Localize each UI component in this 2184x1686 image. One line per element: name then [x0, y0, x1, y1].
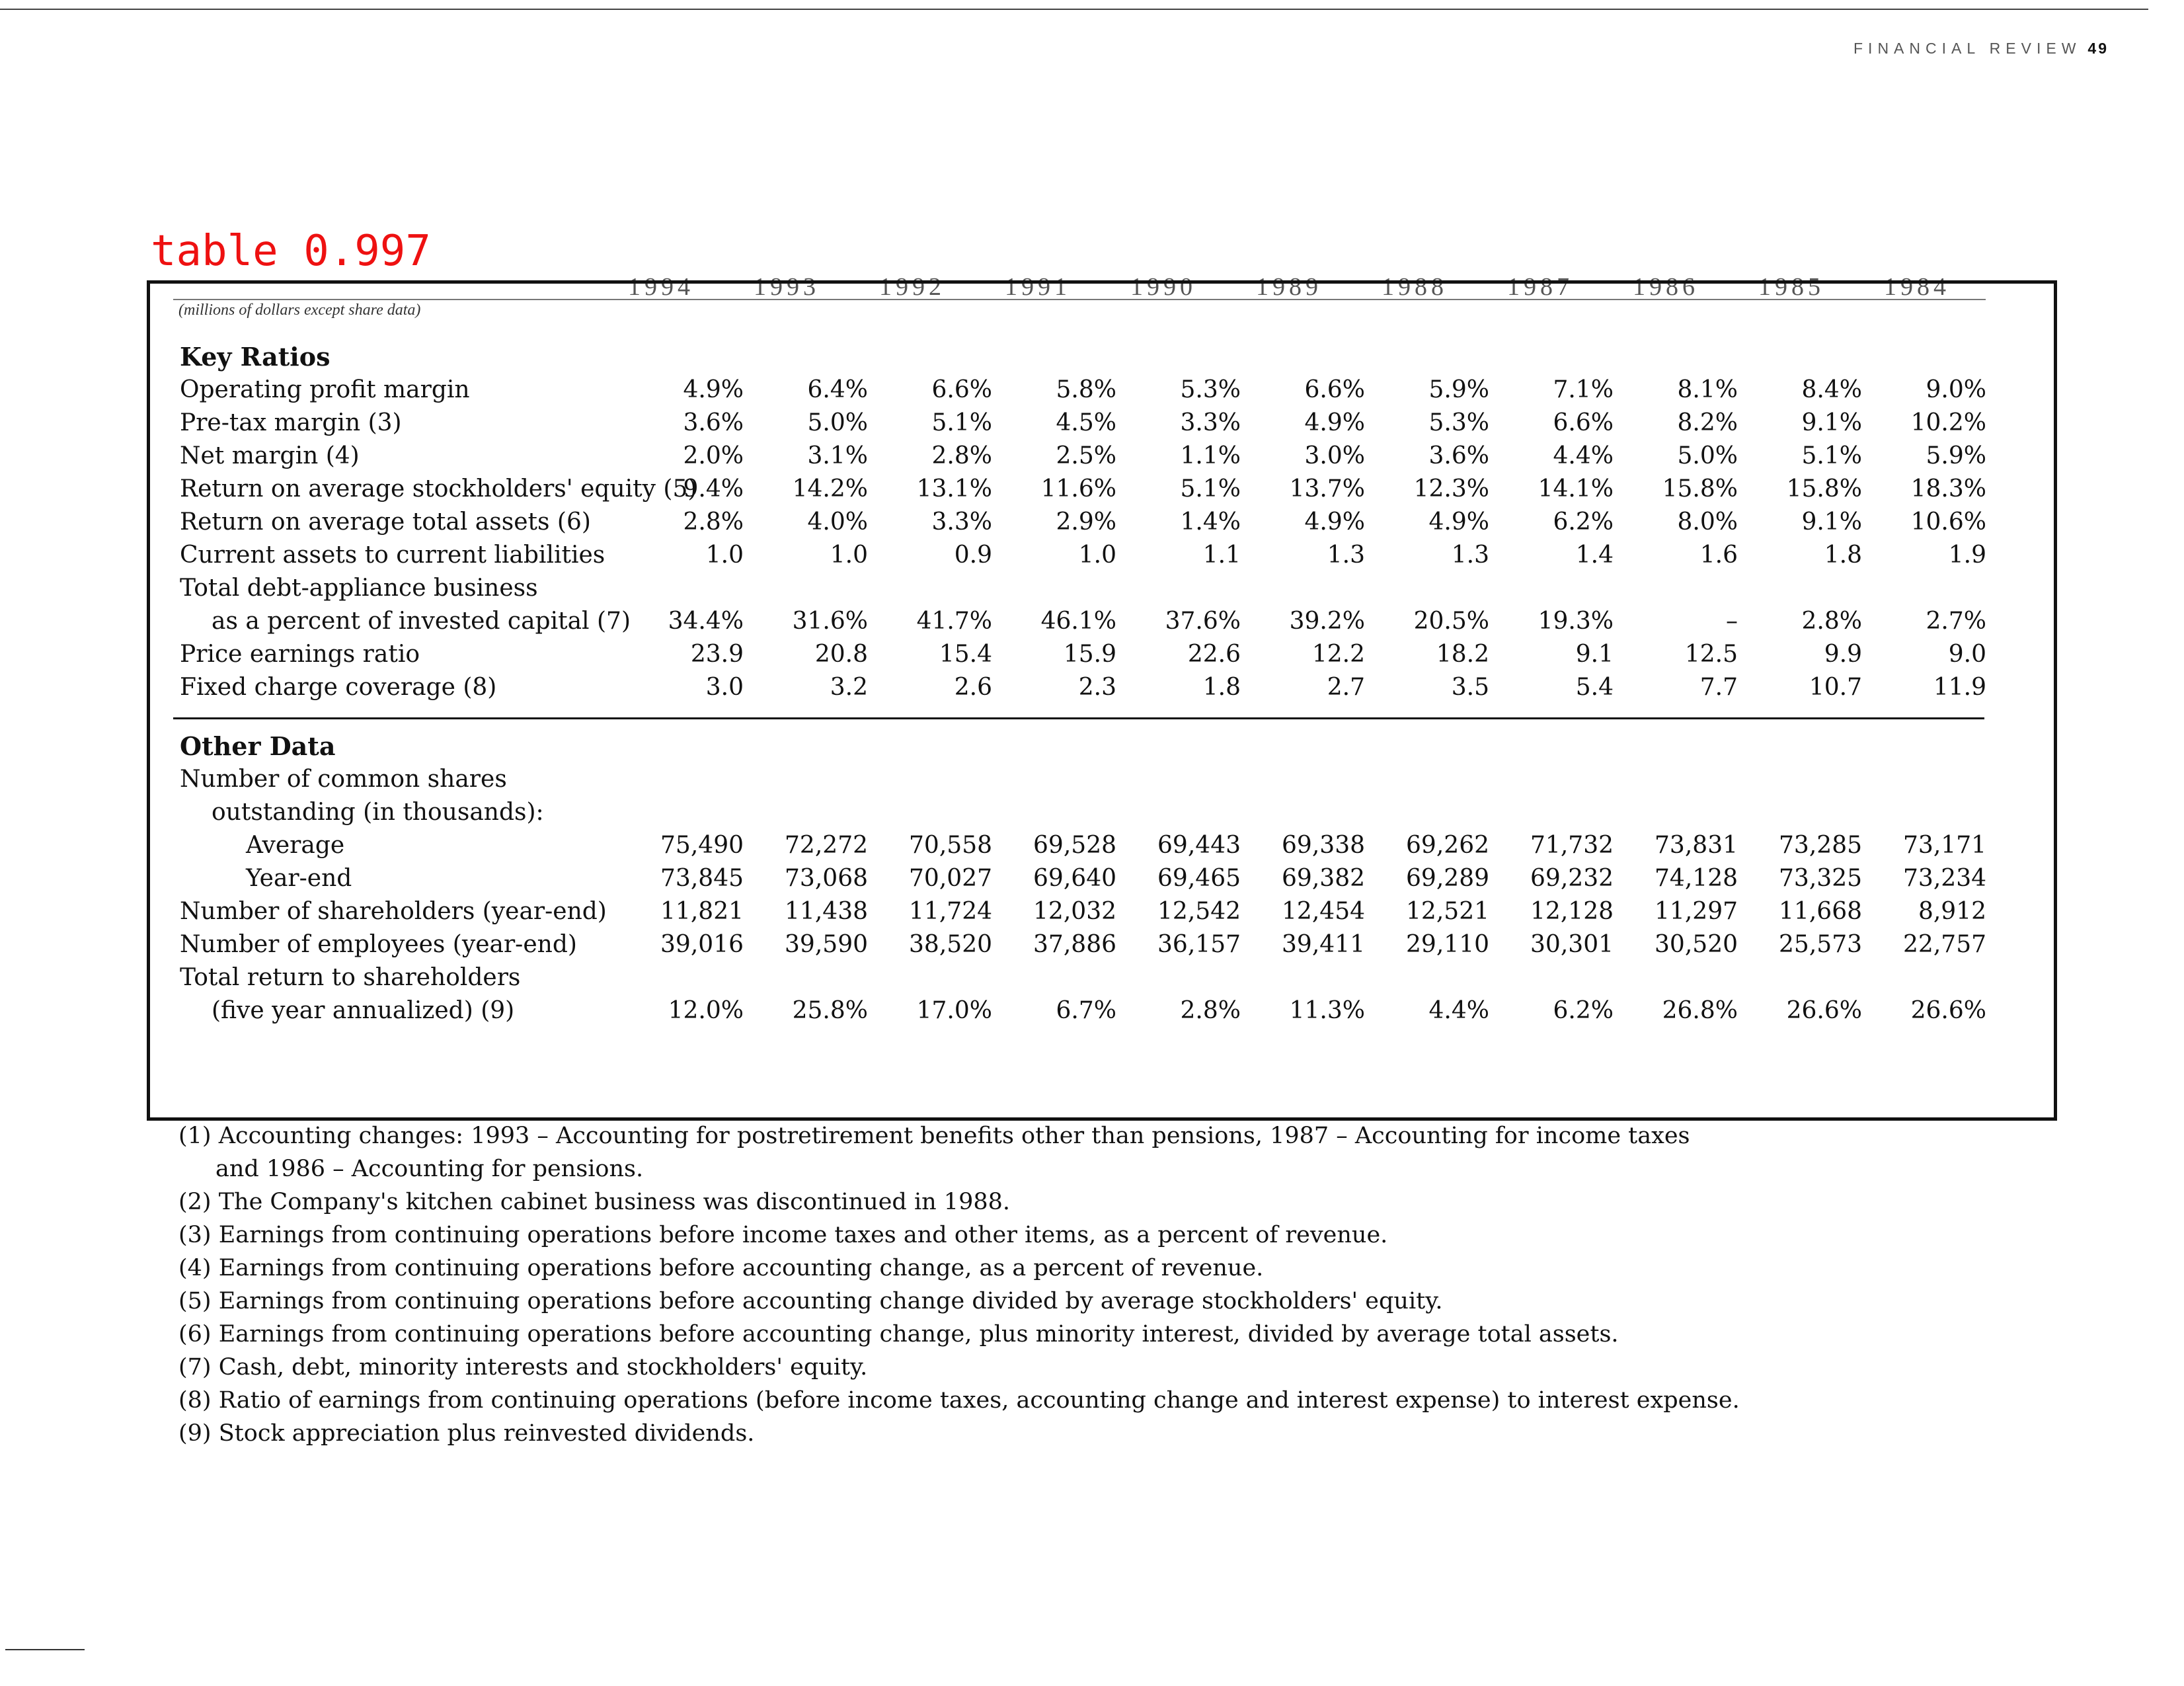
table-cell: 2.8% — [1801, 608, 1862, 635]
table-cell: 1.6 — [1699, 542, 1738, 569]
table-row — [0, 539, 2184, 572]
top-rule — [0, 9, 2148, 10]
table-cell: 41.7% — [916, 608, 992, 635]
table-cell: 1.8 — [1824, 542, 1862, 569]
year-label: 1993 — [754, 273, 820, 301]
table-cell: 69,289 — [1406, 865, 1489, 892]
table-cell: 73,171 — [1903, 832, 1986, 859]
table-row — [0, 473, 2184, 506]
table-cell: 17.0% — [916, 997, 992, 1024]
table-row — [0, 763, 2184, 796]
row-label: Year-end — [246, 865, 352, 892]
table-row — [0, 572, 2184, 605]
table-cell: 73,234 — [1903, 865, 1986, 892]
year-label: 1987 — [1507, 273, 1573, 301]
detection-label — [151, 227, 431, 276]
table-cell: 2.9% — [1056, 508, 1116, 536]
table-cell: 8.2% — [1677, 409, 1738, 436]
row-label: Return on average total assets (6) — [180, 508, 591, 536]
table-cell: – — [1726, 608, 1738, 635]
table-cell: 2.8% — [683, 508, 744, 536]
table-cell: 13.7% — [1289, 475, 1365, 502]
table-cell: 2.8% — [1180, 997, 1241, 1024]
table-cell: 1.0 — [705, 542, 744, 569]
table-cell: 71,732 — [1530, 832, 1614, 859]
table-cell: 23.9 — [690, 641, 744, 668]
table-row — [0, 961, 2184, 994]
table-cell: 25,573 — [1779, 931, 1862, 958]
table-cell: 6.2% — [1553, 997, 1614, 1024]
table-cell: 3.3% — [1180, 409, 1241, 436]
table-cell: 2.7 — [1327, 674, 1365, 701]
table-cell: 9.1% — [1801, 409, 1862, 436]
row-label: Number of common shares — [180, 766, 507, 793]
page-number: 49 — [2087, 40, 2109, 57]
table-cell: 3.0 — [705, 674, 744, 701]
table-cell: 11.9 — [1933, 674, 1986, 701]
table-cell: 6.6% — [1304, 376, 1365, 403]
table-cell: 1.9 — [1948, 542, 1986, 569]
table-cell: 18.2 — [1436, 641, 1489, 668]
table-cell: 34.4% — [668, 608, 744, 635]
table-cell: 0.9 — [954, 542, 992, 569]
table-cell: 72,272 — [785, 832, 868, 859]
section-heading: Other Data — [180, 731, 336, 761]
table-cell: 4.0% — [807, 508, 868, 536]
table-cell: 1.3 — [1327, 542, 1365, 569]
footnote: (4) Earnings from continuing operations before accounting change, as a percent of revenue. — [178, 1255, 1264, 1281]
table-cell: 10.2% — [1910, 409, 1986, 436]
table-cell: 5.4 — [1575, 674, 1614, 701]
table-cell: 5.0% — [807, 409, 868, 436]
table-cell: 3.2 — [830, 674, 868, 701]
table-cell: 20.5% — [1413, 608, 1489, 635]
table-cell: 12.2 — [1311, 641, 1365, 668]
table-cell: 2.5% — [1056, 442, 1116, 469]
table-cell: 12,128 — [1530, 898, 1614, 925]
header-underline — [173, 299, 1986, 300]
table-cell: 5.0% — [1677, 442, 1738, 469]
table-cell: 14.1% — [1538, 475, 1614, 502]
table-cell: 69,640 — [1033, 865, 1116, 892]
table-cell: 5.3% — [1428, 409, 1489, 436]
table-cell: 75,490 — [660, 832, 744, 859]
table-row — [0, 862, 2184, 895]
table-row — [0, 671, 2184, 704]
table-cell: 36,157 — [1157, 931, 1241, 958]
footnote: (8) Ratio of earnings from continuing operations (before income taxes, accounting change and interest expense) to interest expense. — [178, 1387, 1740, 1414]
table-cell: 31.6% — [792, 608, 868, 635]
footnote: (1) Accounting changes: 1993 – Accounting for postretirement benefits other than pensions, 1987 – Accounting for income taxes — [178, 1123, 1690, 1149]
footnote: (2) The Company's kitchen cabinet business was discontinued in 1988. — [178, 1189, 1011, 1215]
table-cell: 11,297 — [1655, 898, 1738, 925]
table-cell: 9.1 — [1575, 641, 1614, 668]
table-row — [0, 605, 2184, 638]
table-cell: 12,454 — [1282, 898, 1365, 925]
table-cell: 2.0% — [683, 442, 744, 469]
table-cell: 4.9% — [1304, 508, 1365, 536]
year-label: 1989 — [1256, 273, 1322, 301]
table-cell: 39,590 — [785, 931, 868, 958]
table-cell: 73,325 — [1779, 865, 1862, 892]
table-row — [0, 407, 2184, 440]
table-cell: 15.8% — [1786, 475, 1862, 502]
table-row — [0, 638, 2184, 671]
table-cell: 6.7% — [1056, 997, 1116, 1024]
table-cell: 39,411 — [1282, 931, 1365, 958]
table-cell: 69,465 — [1157, 865, 1241, 892]
table-cell: 1.0 — [830, 542, 868, 569]
table-cell: 10.6% — [1910, 508, 1986, 536]
section-heading: Key Ratios — [180, 342, 331, 372]
year-label: 1990 — [1130, 273, 1196, 301]
table-cell: 6.6% — [1553, 409, 1614, 436]
table-cell: 2.8% — [931, 442, 992, 469]
table-cell: 3.1% — [807, 442, 868, 469]
table-cell: 5.9% — [1926, 442, 1986, 469]
table-cell: 14.2% — [792, 475, 868, 502]
table-cell: 69,338 — [1282, 832, 1365, 859]
table-cell: 8.1% — [1677, 376, 1738, 403]
table-cell: 37.6% — [1165, 608, 1241, 635]
table-cell: 46.1% — [1040, 608, 1116, 635]
footnote: (9) Stock appreciation plus reinvested dividends. — [178, 1420, 755, 1447]
table-cell: 3.0% — [1304, 442, 1365, 469]
row-label: Average — [246, 832, 345, 859]
table-cell: 1.4% — [1180, 508, 1241, 536]
table-cell: 26.6% — [1910, 997, 1986, 1024]
year-label: 1991 — [1005, 273, 1071, 301]
table-cell: 19.3% — [1538, 608, 1614, 635]
row-label: Total debt-appliance business — [180, 575, 538, 602]
footnote: (3) Earnings from continuing operations before income taxes and other items, as a percent of revenue. — [178, 1222, 1388, 1248]
table-cell: 11.3% — [1289, 997, 1365, 1024]
section-divider — [173, 717, 1984, 719]
table-cell: 22.6 — [1187, 641, 1241, 668]
table-row — [0, 506, 2184, 539]
table-cell: 7.1% — [1553, 376, 1614, 403]
row-label: Fixed charge coverage (8) — [180, 674, 497, 701]
year-label: 1984 — [1884, 273, 1950, 301]
year-label: 1985 — [1758, 273, 1824, 301]
row-label: Number of employees (year-end) — [180, 931, 577, 958]
table-row — [0, 994, 2184, 1027]
table-cell: 37,886 — [1033, 931, 1116, 958]
table-row — [0, 440, 2184, 473]
table-cell: 11,724 — [909, 898, 992, 925]
footnote: (6) Earnings from continuing operations before accounting change, plus minority interest, divided by average total assets. — [178, 1321, 1619, 1347]
table-cell: 1.1 — [1202, 542, 1241, 569]
table-cell: 69,262 — [1406, 832, 1489, 859]
table-cell: 12,542 — [1157, 898, 1241, 925]
bottom-mark — [5, 1649, 85, 1650]
row-label: Current assets to current liabilities — [180, 542, 605, 569]
table-cell: 39,016 — [660, 931, 744, 958]
table-cell: 5.3% — [1180, 376, 1241, 403]
table-cell: 15.9 — [1063, 641, 1116, 668]
table-cell: 20.8 — [814, 641, 868, 668]
detection-class: table — [151, 227, 278, 276]
table-cell: 12,521 — [1406, 898, 1489, 925]
table-cell: 11,438 — [785, 898, 868, 925]
running-head — [1844, 40, 2109, 58]
section-heading-row — [0, 341, 2184, 374]
table-cell: 70,558 — [909, 832, 992, 859]
table-cell: 4.9% — [1428, 508, 1489, 536]
footnote: and 1986 – Accounting for pensions. — [215, 1156, 644, 1182]
table-row — [0, 796, 2184, 829]
year-label: 1986 — [1633, 273, 1699, 301]
table-cell: 1.3 — [1451, 542, 1489, 569]
table-cell: 3.5 — [1451, 674, 1489, 701]
table-cell: 6.2% — [1553, 508, 1614, 536]
table-cell: 5.1% — [1801, 442, 1862, 469]
table-cell: 9.0 — [1948, 641, 1986, 668]
table-cell: 30,520 — [1655, 931, 1738, 958]
table-cell: 73,285 — [1779, 832, 1862, 859]
table-cell: 3.3% — [931, 508, 992, 536]
table-cell: 12.0% — [668, 997, 744, 1024]
row-label: Net margin (4) — [180, 442, 360, 469]
table-cell: 4.9% — [1304, 409, 1365, 436]
table-cell: 11.6% — [1040, 475, 1116, 502]
table-cell: 29,110 — [1406, 931, 1489, 958]
table-cell: 73,068 — [785, 865, 868, 892]
detection-score: 0.997 — [303, 227, 431, 276]
table-cell: 10.7 — [1809, 674, 1862, 701]
table-cell: 22,757 — [1903, 931, 1986, 958]
table-cell: 73,831 — [1655, 832, 1738, 859]
table-cell: 6.6% — [931, 376, 992, 403]
table-cell: 69,443 — [1157, 832, 1241, 859]
row-label: as a percent of invested capital (7) — [212, 608, 631, 635]
table-cell: 1.1% — [1180, 442, 1241, 469]
row-label: Price earnings ratio — [180, 641, 420, 668]
row-label: outstanding (in thousands): — [212, 799, 544, 826]
table-cell: 5.1% — [1180, 475, 1241, 502]
section-heading-row — [0, 730, 2184, 763]
table-cell: 38,520 — [909, 931, 992, 958]
table-cell: 8.0% — [1677, 508, 1738, 536]
table-cell: 69,382 — [1282, 865, 1365, 892]
table-cell: 11,821 — [660, 898, 744, 925]
table-cell: 7.7 — [1699, 674, 1738, 701]
table-cell: 4.5% — [1056, 409, 1116, 436]
row-label: Return on average stockholders' equity (5) — [180, 475, 697, 502]
year-label: 1992 — [879, 273, 945, 301]
table-cell: 2.7% — [1926, 608, 1986, 635]
table-row — [0, 374, 2184, 407]
table-cell: 5.9% — [1428, 376, 1489, 403]
table-cell: 5.1% — [931, 409, 992, 436]
table-cell: 9.4% — [683, 475, 744, 502]
table-cell: 69,232 — [1530, 865, 1614, 892]
table-cell: 26.6% — [1786, 997, 1862, 1024]
table-cell: 13.1% — [916, 475, 992, 502]
table-cell: 4.9% — [683, 376, 744, 403]
table-cell: 15.8% — [1662, 475, 1738, 502]
table-cell: 12.3% — [1413, 475, 1489, 502]
table-cell: 3.6% — [1428, 442, 1489, 469]
table-cell: 26.8% — [1662, 997, 1738, 1024]
table-cell: 2.3 — [1078, 674, 1116, 701]
row-label: (five year annualized) (9) — [212, 997, 515, 1024]
table-cell: 69,528 — [1033, 832, 1116, 859]
table-cell: 39.2% — [1289, 608, 1365, 635]
table-cell: 15.4 — [939, 641, 992, 668]
table-cell: 8.4% — [1801, 376, 1862, 403]
running-head-section: FINANCIAL REVIEW — [1853, 40, 2082, 57]
table-cell: 6.4% — [807, 376, 868, 403]
year-label: 1988 — [1382, 273, 1448, 301]
table-cell: 8,912 — [1918, 898, 1986, 925]
footnote: (7) Cash, debt, minority interests and stockholders' equity. — [178, 1354, 868, 1381]
table-cell: 2.6 — [954, 674, 992, 701]
row-label: Total return to shareholders — [180, 964, 521, 991]
table-cell: 9.0% — [1926, 376, 1986, 403]
units-note: (millions of dollars except share data) — [178, 301, 421, 319]
table-cell: 18.3% — [1910, 475, 1986, 502]
table-cell: 5.8% — [1056, 376, 1116, 403]
table-cell: 70,027 — [909, 865, 992, 892]
table-row — [0, 928, 2184, 961]
table-cell: 9.1% — [1801, 508, 1862, 536]
footnote: (5) Earnings from continuing operations before accounting change divided by average stockholders' equity. — [178, 1288, 1443, 1314]
table-cell: 74,128 — [1655, 865, 1738, 892]
table-row — [0, 829, 2184, 862]
table-cell: 73,845 — [660, 865, 744, 892]
year-label: 1994 — [628, 273, 694, 301]
table-cell: 30,301 — [1530, 931, 1614, 958]
table-cell: 4.4% — [1553, 442, 1614, 469]
table-cell: 11,668 — [1779, 898, 1862, 925]
table-cell: 4.4% — [1428, 997, 1489, 1024]
table-cell: 12.5 — [1684, 641, 1738, 668]
row-label: Number of shareholders (year-end) — [180, 898, 607, 925]
table-cell: 12,032 — [1033, 898, 1116, 925]
table-cell: 1.8 — [1202, 674, 1241, 701]
table-cell: 25.8% — [792, 997, 868, 1024]
table-row — [0, 895, 2184, 928]
table-cell: 1.4 — [1575, 542, 1614, 569]
row-label: Operating profit margin — [180, 376, 470, 403]
table-cell: 1.0 — [1078, 542, 1116, 569]
row-label: Pre-tax margin (3) — [180, 409, 402, 436]
table-cell: 3.6% — [683, 409, 744, 436]
table-cell: 9.9 — [1824, 641, 1862, 668]
